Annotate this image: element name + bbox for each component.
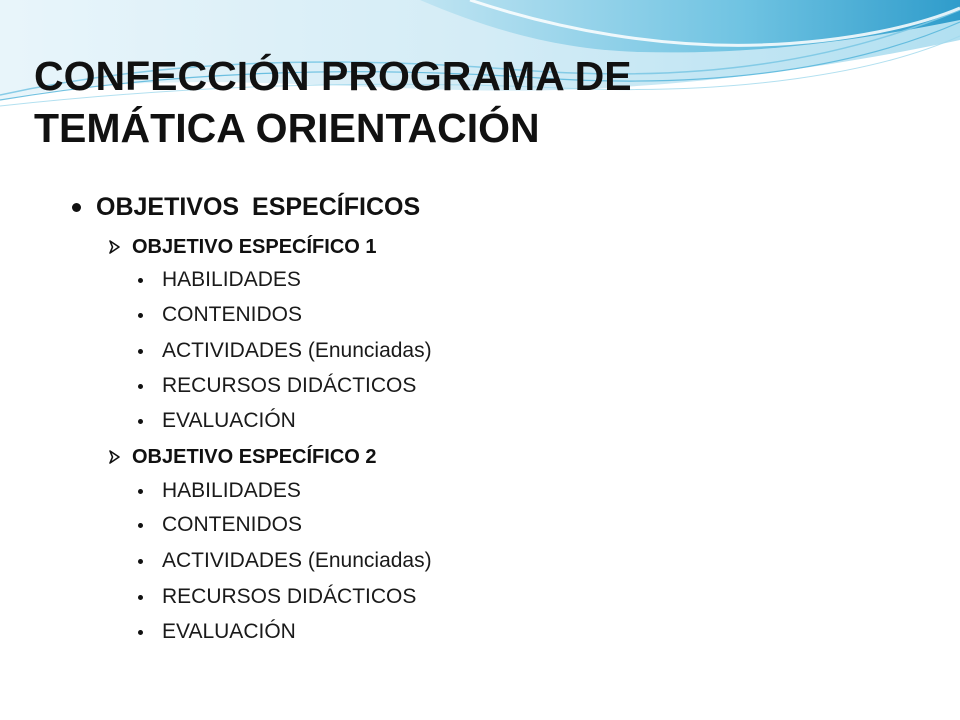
item-label: RECURSOS DIDÁCTICOS [162, 585, 417, 608]
list-item [138, 510, 302, 540]
title-line-1: CONFECCIÓN PROGRAMA DE [34, 53, 632, 99]
item-label: CONTENIDOS [162, 513, 303, 536]
item-label: RECURSOS DIDÁCTICOS [162, 374, 417, 397]
item-label: CONTENIDOS [162, 303, 303, 326]
list-item [138, 476, 301, 506]
item-label: ACTIVIDADES (Enunciadas) [162, 549, 432, 572]
dot-bullet-icon [138, 595, 143, 600]
list-item [138, 336, 432, 366]
item-label: EVALUACIÓN [162, 409, 296, 432]
list-item [138, 546, 432, 576]
arrow-bullet-icon [108, 448, 122, 466]
list-item [138, 582, 416, 612]
item-label: HABILIDADES [162, 268, 301, 291]
dot-bullet-icon [138, 278, 143, 283]
dot-bullet-icon [138, 630, 143, 635]
objective-1 [108, 233, 377, 261]
arrow-bullet-icon [108, 238, 122, 256]
item-label: ACTIVIDADES (Enunciadas) [162, 339, 432, 362]
dot-bullet-icon [138, 349, 143, 354]
list-item [138, 265, 301, 295]
dot-bullet-icon [138, 419, 143, 424]
objective-2 [108, 443, 377, 471]
dot-bullet-icon [138, 523, 143, 528]
dot-bullet-icon [138, 384, 143, 389]
item-label: HABILIDADES [162, 479, 301, 502]
title-line-2: TEMÁTICA ORIENTACIÓN [34, 105, 540, 151]
dot-bullet-icon [138, 313, 143, 318]
dot-bullet-icon [138, 559, 143, 564]
heading-objetivos-especificos: OBJETIVOS ESPECÍFICOS [96, 192, 421, 221]
objective-1-label: OBJETIVO ESPECÍFICO 1 [132, 235, 377, 258]
list-item [138, 300, 302, 330]
list-heading [72, 190, 420, 224]
item-label: EVALUACIÓN [162, 620, 296, 643]
list-item [138, 371, 416, 401]
list-item [138, 406, 296, 436]
list-item [138, 617, 296, 647]
filled-circle-bullet-icon [72, 203, 81, 212]
objective-2-label: OBJETIVO ESPECÍFICO 2 [132, 445, 377, 468]
dot-bullet-icon [138, 489, 143, 494]
